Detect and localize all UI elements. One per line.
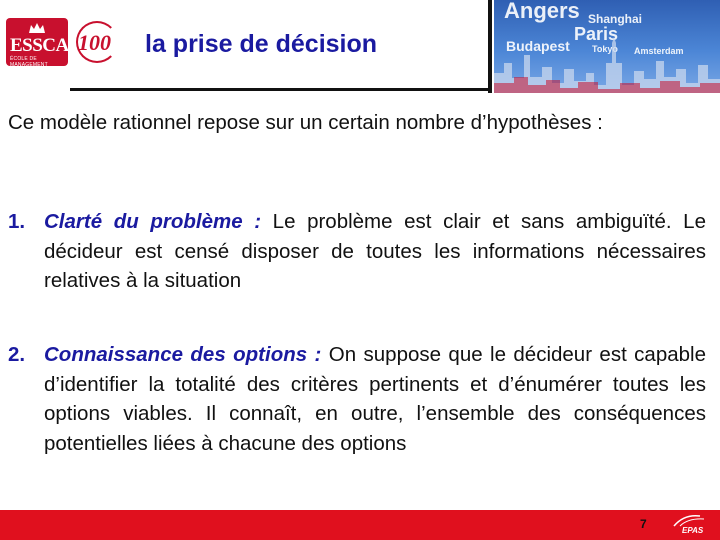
slide-title: la prise de décision bbox=[145, 30, 378, 58]
anniversary-logo bbox=[74, 18, 118, 68]
anniversary-number: 100 bbox=[78, 30, 111, 55]
item-body bbox=[44, 207, 706, 296]
page-number: 7 bbox=[640, 517, 647, 531]
epas-logo bbox=[670, 512, 714, 538]
hypothesis-item bbox=[8, 340, 706, 458]
banner-word: Angers bbox=[504, 0, 580, 23]
item-term: Connaissance des options : bbox=[44, 343, 322, 366]
banner-word: Tokyo bbox=[592, 44, 618, 54]
slide-header bbox=[0, 0, 720, 93]
banner-word: Paris bbox=[574, 24, 619, 44]
item-text: Le problème est clair et sans ambiguïté. Le décideur est censé disposer de toutes les informations nécessaires relatives à la situation bbox=[44, 210, 706, 292]
item-number: 1. bbox=[8, 210, 26, 233]
slide-footer-bar bbox=[0, 510, 720, 540]
item-number: 2. bbox=[8, 343, 26, 366]
city-banner-image bbox=[494, 0, 720, 93]
skyline-icon bbox=[494, 33, 720, 93]
essca-logo-subtext: ÉCOLE DE MANAGEMENT bbox=[10, 56, 48, 68]
item-text: On suppose que le décideur est capable d’identifier la totalité des critères pertinents et d’énumérer toutes les options viables. Il connaît, en outre, l’ensemble des conséquences potentielles liées à chacune des options bbox=[44, 343, 706, 455]
epas-logo-text: EPAS bbox=[682, 526, 704, 535]
item-body bbox=[44, 340, 706, 458]
header-underline bbox=[70, 88, 490, 91]
hypothesis-item bbox=[8, 207, 706, 296]
essca-logo bbox=[6, 18, 68, 66]
header-vertical-divider bbox=[488, 0, 492, 93]
essca-logo-text: ESSCA bbox=[10, 35, 69, 56]
crest-icon bbox=[27, 22, 47, 34]
banner-word: Budapest bbox=[506, 38, 570, 54]
banner-word: Shanghai bbox=[588, 12, 643, 26]
item-term: Clarté du problème : bbox=[44, 210, 262, 233]
banner-word: Amsterdam bbox=[634, 46, 684, 56]
intro-paragraph: Ce modèle rationnel repose sur un certain nombre d’hypothèses : bbox=[8, 111, 603, 134]
